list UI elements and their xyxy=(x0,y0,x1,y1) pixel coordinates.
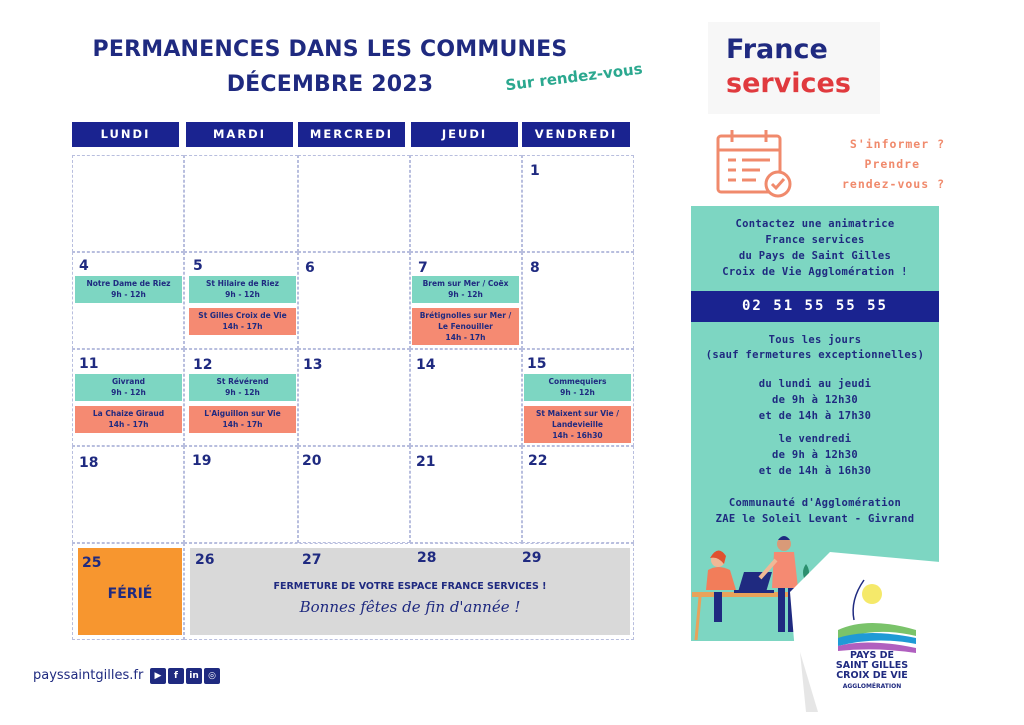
day-number: 13 xyxy=(303,357,323,373)
event-card xyxy=(189,406,296,433)
event-place: Brétignolles sur Mer / xyxy=(419,311,512,320)
day-number: 21 xyxy=(416,454,436,470)
calendar-check-icon xyxy=(714,128,794,200)
opening-hours: et de 14h à 16h30 xyxy=(758,465,872,477)
info-question: Prendre xyxy=(864,157,920,171)
event-time: 9h - 12h xyxy=(560,388,595,397)
day-number: 1 xyxy=(530,163,540,179)
day-number: 5 xyxy=(193,258,203,274)
contact-text: Croix de Vie Agglomération ! xyxy=(722,266,908,278)
event-place: Notre Dame de Riez xyxy=(86,279,171,288)
day-number: 11 xyxy=(79,356,99,372)
facebook-icon[interactable]: f xyxy=(168,668,184,684)
event-card xyxy=(75,374,182,401)
logo-text-france: France xyxy=(726,34,828,65)
event-place: Landevieille xyxy=(552,420,603,429)
appointment-note: Sur rendez-vous xyxy=(504,59,644,95)
event-card xyxy=(524,406,631,443)
day-number: 18 xyxy=(79,455,99,471)
event-place: St Révérend xyxy=(216,377,269,386)
event-place: St Maixent sur Vie / xyxy=(536,409,619,418)
day-number: 4 xyxy=(79,258,89,274)
linkedin-icon[interactable]: in xyxy=(186,668,202,684)
event-place: L'Aiguillon sur Vie xyxy=(204,409,281,418)
calendar-cell xyxy=(298,155,410,252)
opening-hours: de 9h à 12h30 xyxy=(771,394,859,406)
event-card xyxy=(189,374,296,401)
dayhead-jeudi: JEUDI xyxy=(411,122,518,147)
event-time: 9h - 12h xyxy=(225,388,260,397)
page-subtitle: DÉCEMBRE 2023 xyxy=(226,72,434,97)
info-question: S'informer ? xyxy=(849,137,945,151)
website-link[interactable]: payssaintgilles.fr xyxy=(33,668,144,683)
event-place: St Gilles Croix de Vie xyxy=(198,311,287,320)
event-time: 14h - 17h xyxy=(108,420,149,429)
season-greetings: Bonnes fêtes de fin d'année ! xyxy=(299,598,521,616)
event-time: 9h - 12h xyxy=(111,388,146,397)
holiday-label: FÉRIÉ xyxy=(107,586,153,602)
contact-text: Contactez une animatrice xyxy=(735,218,895,230)
day-number: 27 xyxy=(302,552,322,568)
opening-hours: du lundi au jeudi xyxy=(758,378,872,390)
event-time: 14h - 17h xyxy=(222,322,263,331)
event-place: Givrand xyxy=(111,377,146,386)
contact-text: du Pays de Saint Gilles xyxy=(738,250,892,262)
logo-text-services: services xyxy=(726,68,851,99)
calendar-cell xyxy=(298,252,410,349)
dayhead-vendredi: VENDREDI xyxy=(522,122,630,147)
day-number: 29 xyxy=(522,550,542,566)
opening-days: (sauf fermetures exceptionnelles) xyxy=(705,349,925,361)
youtube-icon[interactable]: ▶ xyxy=(150,668,166,684)
opening-hours: le vendredi xyxy=(778,433,852,445)
calendar-cell xyxy=(72,155,184,252)
opening-hours: et de 14h à 17h30 xyxy=(758,410,872,422)
day-number: 25 xyxy=(82,555,102,571)
event-time: 14h - 16h30 xyxy=(552,431,603,440)
address: Communauté d'Agglomération xyxy=(728,497,902,509)
event-place: La Chaize Giraud xyxy=(92,409,165,418)
closure-notice: FERMETURE DE VOTRE ESPACE FRANCE SERVICES ! xyxy=(273,581,547,592)
contact-text: France services xyxy=(765,234,865,246)
event-card xyxy=(75,276,182,303)
event-card xyxy=(412,276,519,303)
phone-number[interactable]: 02 51 55 55 55 xyxy=(691,291,939,322)
day-number: 19 xyxy=(192,453,212,469)
agglo-logo-text: SAINT GILLES xyxy=(835,660,909,671)
event-card xyxy=(75,406,182,433)
dayhead-mercredi: MERCREDI xyxy=(298,122,405,147)
agglo-logo-text: AGGLOMÉRATION xyxy=(842,683,902,690)
day-number: 15 xyxy=(527,356,547,372)
event-time: 9h - 12h xyxy=(225,290,260,299)
page-title: PERMANENCES DANS LES COMMUNES xyxy=(92,37,568,62)
event-place: St Hilaire de Riez xyxy=(206,279,279,288)
opening-days: Tous les jours xyxy=(768,334,862,346)
day-number: 6 xyxy=(305,260,315,276)
day-number: 20 xyxy=(302,453,322,469)
event-place: Commequiers xyxy=(548,377,607,386)
day-number: 22 xyxy=(528,453,548,469)
opening-hours: de 9h à 12h30 xyxy=(771,449,859,461)
day-number: 12 xyxy=(193,357,213,373)
event-place: Le Fenouiller xyxy=(438,322,493,331)
event-card xyxy=(189,308,296,335)
event-place: Brem sur Mer / Coëx xyxy=(422,279,509,288)
day-number: 28 xyxy=(417,550,437,566)
event-time: 9h - 12h xyxy=(448,290,483,299)
day-number: 8 xyxy=(530,260,540,276)
calendar-cell xyxy=(184,155,298,252)
event-card xyxy=(412,308,519,345)
event-card xyxy=(189,276,296,303)
dayhead-lundi: LUNDI xyxy=(72,122,179,147)
day-number: 26 xyxy=(195,552,215,568)
event-time: 14h - 17h xyxy=(445,333,486,342)
calendar-cell xyxy=(410,155,522,252)
dayhead-mardi: MARDI xyxy=(186,122,293,147)
day-number: 7 xyxy=(418,260,428,276)
agglo-logo-text: PAYS DE xyxy=(850,650,894,661)
info-question: rendez-vous ? xyxy=(841,177,945,191)
event-time: 9h - 12h xyxy=(111,290,146,299)
address: ZAE le Soleil Levant - Givrand xyxy=(715,513,915,525)
event-card xyxy=(524,374,631,401)
event-time: 14h - 17h xyxy=(222,420,263,429)
instagram-icon[interactable]: ◎ xyxy=(204,668,220,684)
agglo-logo-text: CROIX DE VIE xyxy=(836,670,908,681)
day-number: 14 xyxy=(416,357,436,373)
